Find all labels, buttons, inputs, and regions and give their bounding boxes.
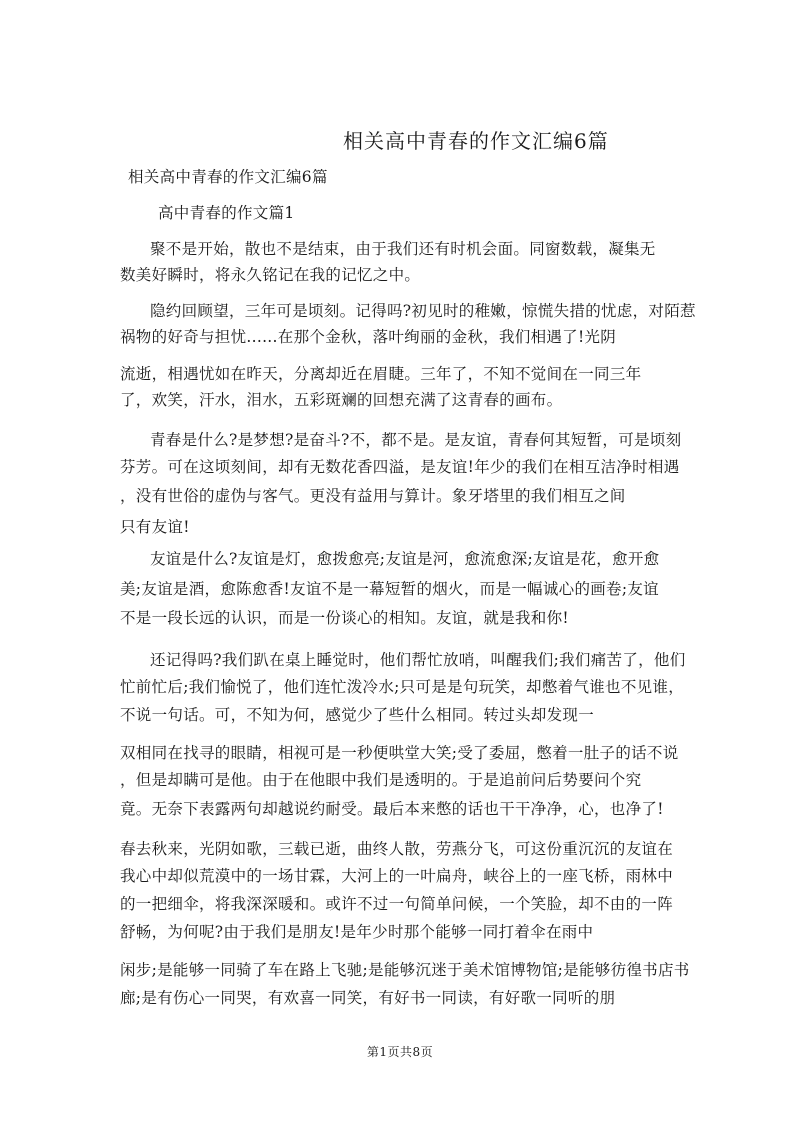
body-line: 隐约回顾望，三年可是顷刻。记得吗?初见时的稚嫩，惊慌失措的忧虑，对陌惹 (150, 302, 696, 320)
body-line: 美;友谊是酒，愈陈愈香!友谊不是一幕短暂的烟火，而是一幅诚心的画卷;友谊 (120, 580, 659, 598)
body-line: 了，欢笑，汗水，泪水，五彩斑斓的回想充满了这青春的画布。 (120, 391, 563, 409)
section-heading: 高中青春的作文篇1 (158, 204, 295, 222)
body-line: 友谊是什么?友谊是灯，愈拨愈亮;友谊是河，愈流愈深;友谊是花，愈开愈 (150, 550, 660, 568)
body-line: 聚不是开始，散也不是结束，由于我们还有时机会面。同窗数载，凝集无 (150, 240, 656, 258)
body-line: 我心中却似荒漠中的一场甘霖，大河上的一叶扁舟，峡谷上的一座飞桥，雨林中 (120, 867, 674, 885)
body-line: 祸物的好奇与担忧......在那个金秋，落叶绚丽的金秋，我们相遇了!光阴 (120, 328, 617, 346)
body-line: 舒畅，为何呢?由于我们是朋友!是年少时那个能够一同打着伞在雨中 (120, 923, 594, 941)
body-line: 流逝，相遇忧如在昨天，分离却近在眉睫。三年了，不知不觉间在一同三年 (120, 365, 642, 383)
body-line: 忙前忙后;我们愉悦了，他们连忙泼冷水;只可是是句玩笑，却憋着气谁也不见谁， (120, 678, 685, 696)
body-line: 青春是什么?是梦想?是奋斗?不，都不是。是友谊，青春何其短暂，可是顷刻 (150, 431, 682, 449)
body-line: 竟。无奈下表露两句却越说约耐受。最后本来憋的话也干干净净，心，也净了! (120, 800, 664, 818)
body-line: ，没有世俗的虚伪与客气。更没有益用与算计。象牙塔里的我们相互之间 (120, 487, 626, 505)
body-line: 闲步;是能够一同骑了车在路上飞驰;是能够沉迷于美术馆博物馆;是能够彷徨书店书 (120, 961, 690, 979)
body-line: 还记得吗?我们趴在桌上睡觉时，他们帮忙放哨，叫醒我们;我们痛苦了，他们 (150, 651, 686, 669)
document-title: 相关高中青春的作文汇编6篇 (343, 129, 609, 153)
body-line: 只有友谊! (120, 518, 190, 536)
body-line: 不是一段长远的认识，而是一份谈心的相知。友谊，就是我和你! (120, 609, 569, 627)
page-number-footer: 第1页共8页 (366, 1045, 434, 1059)
document-subtitle: 相关高中青春的作文汇编6篇 (128, 168, 328, 186)
body-line: 双相同在找寻的眼睛，相视可是一秒便哄堂大笑;受了委屈，憋着一肚子的话不说 (120, 744, 679, 762)
body-line: ，但是却瞒可是他。由于在他眼中我们是透明的。于是追前问后势要问个究 (120, 771, 642, 789)
body-line: 芬芳。可在这顷刻间，却有无数花香四溢，是友谊!年少的我们在相互洁净时相遇 (120, 458, 680, 476)
body-line: 廊;是有伤心一同哭，有欢喜一同笑，有好书一同读，有好歌一同听的朋 (120, 989, 616, 1007)
body-line: 春去秋来，光阴如歌，三载已逝，曲终人散，劳燕分飞，可这份重沉沉的友谊在 (120, 840, 674, 858)
body-line: 的一把细伞，将我深深暖和。或许不过一句简单问候，一个笑脸，却不由的一阵 (120, 895, 674, 913)
body-line: 不说一句话。可，不知为何，感觉少了些什么相同。转过头却发现一 (120, 706, 595, 724)
body-line: 数美好瞬时，将永久铭记在我的记忆之中。 (120, 266, 421, 284)
